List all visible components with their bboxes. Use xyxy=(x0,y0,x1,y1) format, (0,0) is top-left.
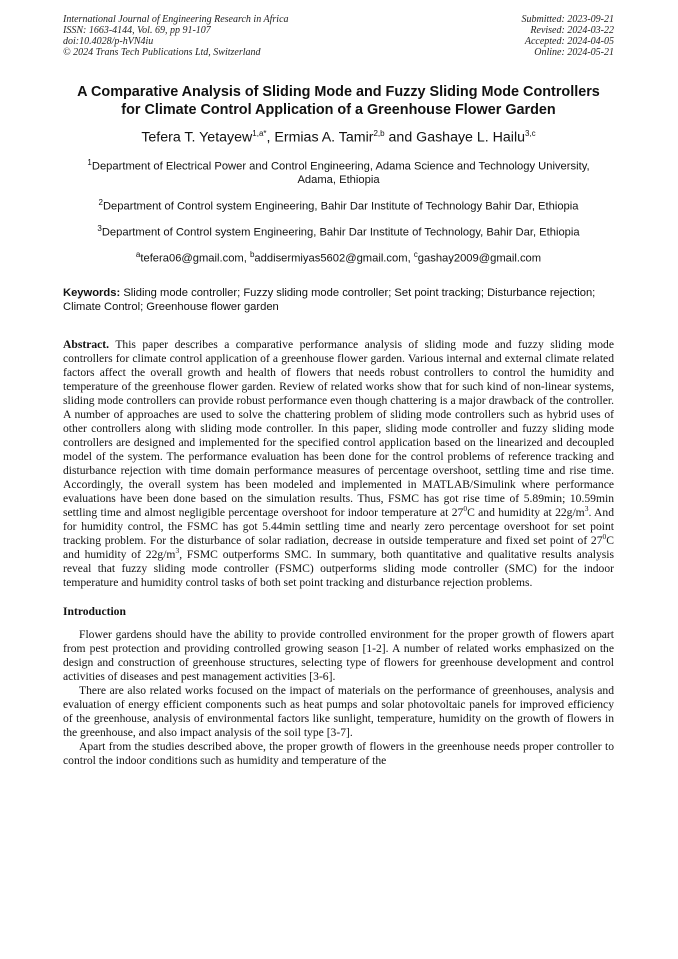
email-separator: , xyxy=(407,252,414,265)
author-name: Gashaye L. Hailu xyxy=(416,129,525,146)
abstract-text: C and humidity of 22g/m xyxy=(63,534,614,562)
publication-dates xyxy=(522,14,615,58)
affiliation-mark: 1 xyxy=(87,157,92,167)
superscript: 0 xyxy=(602,532,607,542)
abstract-text: . And for humidity control, the FSMC has got 5.44min settling time and nearly zero percentage overshoot for set point tracking problem. For the disturbance of solar radiation, decrease in outside temperature and fixed set point of 27 xyxy=(63,506,614,548)
intro-paragraph: Flower gardens should have the ability to provide controlled environment for the proper growth of flowers apart from pest protection and providing controlled growing season [1-2]. A number of related works emphasized on the design and construction of greenhouse structures, selecting type of flowers for greenhouse development and control activities of diseases and pest management activities [3-6]. xyxy=(63,627,614,683)
affiliation-3 xyxy=(63,222,614,240)
date-online: Online: 2024-05-21 xyxy=(534,47,614,58)
journal-header xyxy=(63,14,614,58)
paper-title: A Comparative Analysis of Sliding Mode and Fuzzy Sliding Mode Controllers for Climate Control Application of a Greenhouse Flower Garden xyxy=(77,84,600,118)
author-conjunction: and xyxy=(384,129,417,146)
author-emails xyxy=(63,248,614,266)
date-revised: Revised: 2024-03-22 xyxy=(530,25,614,36)
affiliation-mark: 3 xyxy=(97,224,102,234)
date-accepted: Accepted: 2024-04-05 xyxy=(524,36,614,47)
author-affil-mark: 3,c xyxy=(525,129,536,138)
abstract-text: C and humidity at 22g/m xyxy=(467,506,585,520)
author-name: Tefera T. Yetayew xyxy=(141,129,253,146)
affiliation-mark: 2 xyxy=(98,198,103,208)
journal-copyright: © 2024 Trans Tech Publications Ltd, Switzerland xyxy=(63,47,261,58)
keywords xyxy=(63,286,614,314)
affiliation-1 xyxy=(63,156,614,188)
keywords-label: Keywords: xyxy=(63,286,121,299)
superscript: 3 xyxy=(175,546,180,556)
author-affil-mark: 1,a* xyxy=(252,129,267,138)
journal-name: International Journal of Engineering Research in Africa xyxy=(63,14,289,25)
affiliation-text: Department of Control system Engineering, Bahir Dar Institute of Technology Bahir Dar, Ethiopia xyxy=(102,201,579,214)
email-mark: a xyxy=(135,249,141,259)
keywords-text: Sliding mode controller; Fuzzy sliding mode controller; Set point tracking; Disturbance rejection; Climate Control; Greenhouse flower garden xyxy=(63,286,596,313)
journal-doi[interactable]: doi:10.4028/p-hVN4iu xyxy=(63,36,154,47)
affiliation-2 xyxy=(63,196,614,214)
author-name: Ermias A. Tamir xyxy=(274,129,374,146)
email-mark: b xyxy=(249,249,255,259)
abstract-text: , FSMC outperforms SMC. In summary, both quantitative and qualitative results analysis reveal that fuzzy sliding mode controller (FSMC) outperforms sliding mode controller (SMC) for the indoor temperature and humidity control tasks of both set point tracking and disturbance rejection problems. xyxy=(63,548,614,590)
intro-paragraph: There are also related works focused on the impact of materials on the performance of greenhouses, analysis and evaluation of energy efficient components such as heat pumps and solar photovoltaic panels for improved efficiency of the greenhouse, analysis of environmental factors like sunlight, temperature, humidity on the growth of flowers in the greenhouse, and also impact analysis of the soil type [3-7]. xyxy=(63,683,614,739)
intro-paragraph: Apart from the studies described above, the proper growth of flowers in the greenhouse needs proper controller to control the indoor conditions such as humidity and temperature of the xyxy=(63,739,614,767)
abstract-text: This paper describes a comparative performance analysis of sliding mode and fuzzy sliding mode controllers for climate control application of a greenhouse flower garden. Various internal and external climate related factors affect the overall growth and health of flowers that needs robust controllers to control the humidity and temperature of the greenhouse flower garden. Review of related works show that for such kind of non-linear systems, sliding mode controllers can provide robust performance even though chattering is a major drawback of the controller. A number of approaches are used to solve the chattering problem of sliding mode controllers such as hybrid uses of other controllers along with sliding mode controller. In this paper, sliding mode controller and fuzzy sliding mode controllers are designed and implemented for the specified control application based on the linearized and decoupled model of the system. The performance evaluation has been done for the control problems of reference tracking and disturbance rejection with time domain performance measures of percentage overshoot, settling time and rise time. Accordingly, the overall system has been modeled and implemented in MATLAB/Simulink where performance evaluations have been done based on the simulation results. Thus, FSMC has got rise time of 5.89min; 10.59min settling time and almost negligible percentage overshoot for indoor temperature at 27 xyxy=(63,337,614,520)
abstract xyxy=(63,338,614,591)
email-link[interactable]: addisermiyas5602@gmail.com xyxy=(254,252,408,265)
date-submitted: Submitted: 2023-09-21 xyxy=(521,14,614,25)
email-mark: c xyxy=(413,249,418,259)
affiliation-text: Department of Control system Engineering, Bahir Dar Institute of Technology, Bahir Dar, Ethiopia xyxy=(101,226,580,239)
email-link[interactable]: gashay2009@gmail.com xyxy=(417,252,542,265)
author-affil-mark: 2,b xyxy=(373,129,385,138)
journal-info xyxy=(63,14,289,58)
author-list xyxy=(63,125,614,147)
email-link[interactable]: tefera06@gmail.com xyxy=(140,252,244,265)
abstract-label: Abstract. xyxy=(63,337,110,351)
author-separator: , xyxy=(266,129,275,146)
journal-issn: ISSN: 1663-4144, Vol. 69, pp 91-107 xyxy=(63,25,211,36)
superscript: 0 xyxy=(463,504,468,514)
paper-page xyxy=(63,14,614,768)
section-heading-introduction: Introduction xyxy=(63,604,126,618)
superscript: 3 xyxy=(584,504,589,514)
affiliation-text: Department of Electrical Power and Control Engineering, Adama Science and Technology University, Adama, Ethiopia xyxy=(91,160,590,187)
email-separator: , xyxy=(243,252,250,265)
